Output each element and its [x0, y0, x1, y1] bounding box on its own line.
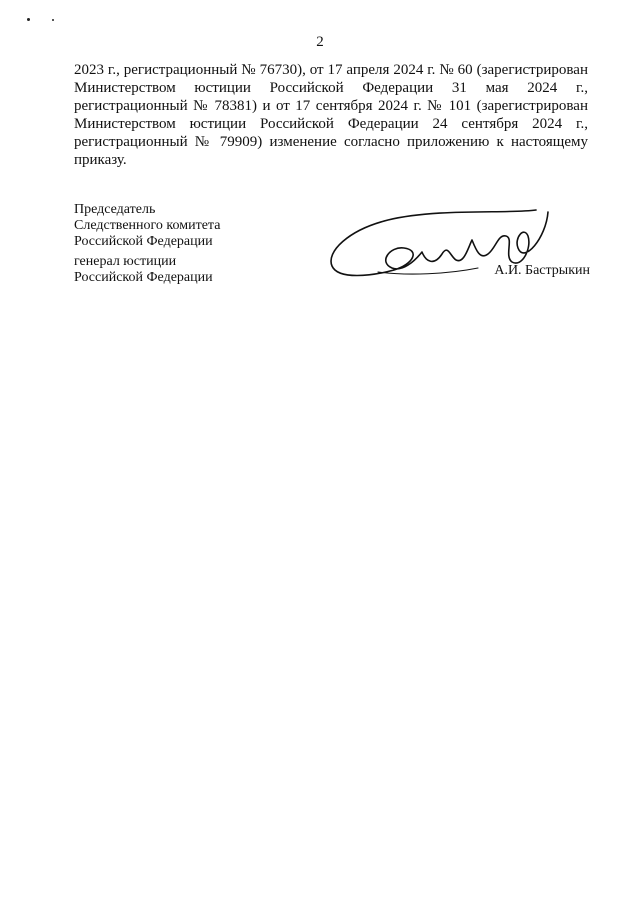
body-line: Министерством юстиции Российской Федерации 24 сентября 2024 г.,: [74, 116, 588, 132]
scan-speck: [27, 18, 30, 21]
body-line: регистрационный № 79909) изменение согласно приложению к настоящему: [74, 134, 588, 150]
body-paragraph: [74, 61, 588, 169]
position-line: Российской Федерации: [74, 234, 213, 249]
body-line: приказу.: [74, 152, 127, 168]
rank-line: генерал юстиции: [74, 254, 177, 269]
position-line: Председатель: [74, 202, 156, 217]
rank-line: Российской Федерации: [74, 270, 213, 285]
body-line: регистрационный № 78381) и от 17 сентября 2024 г. № 101 (зарегистрирован: [74, 98, 588, 114]
signer-name: А.И. Бастрыкин: [494, 263, 590, 278]
scan-speck: [52, 19, 54, 21]
body-line: 2023 г., регистрационный № 76730), от 17 апреля 2024 г. № 60 (зарегистрирован: [74, 62, 588, 78]
position-line: Следственного комитета: [74, 218, 221, 233]
page-number: 2: [316, 34, 324, 50]
signatory-rank: [74, 254, 213, 286]
body-line: Министерством юстиции Российской Федерации 31 мая 2024 г.,: [74, 80, 588, 96]
signatory-position: [74, 202, 220, 250]
